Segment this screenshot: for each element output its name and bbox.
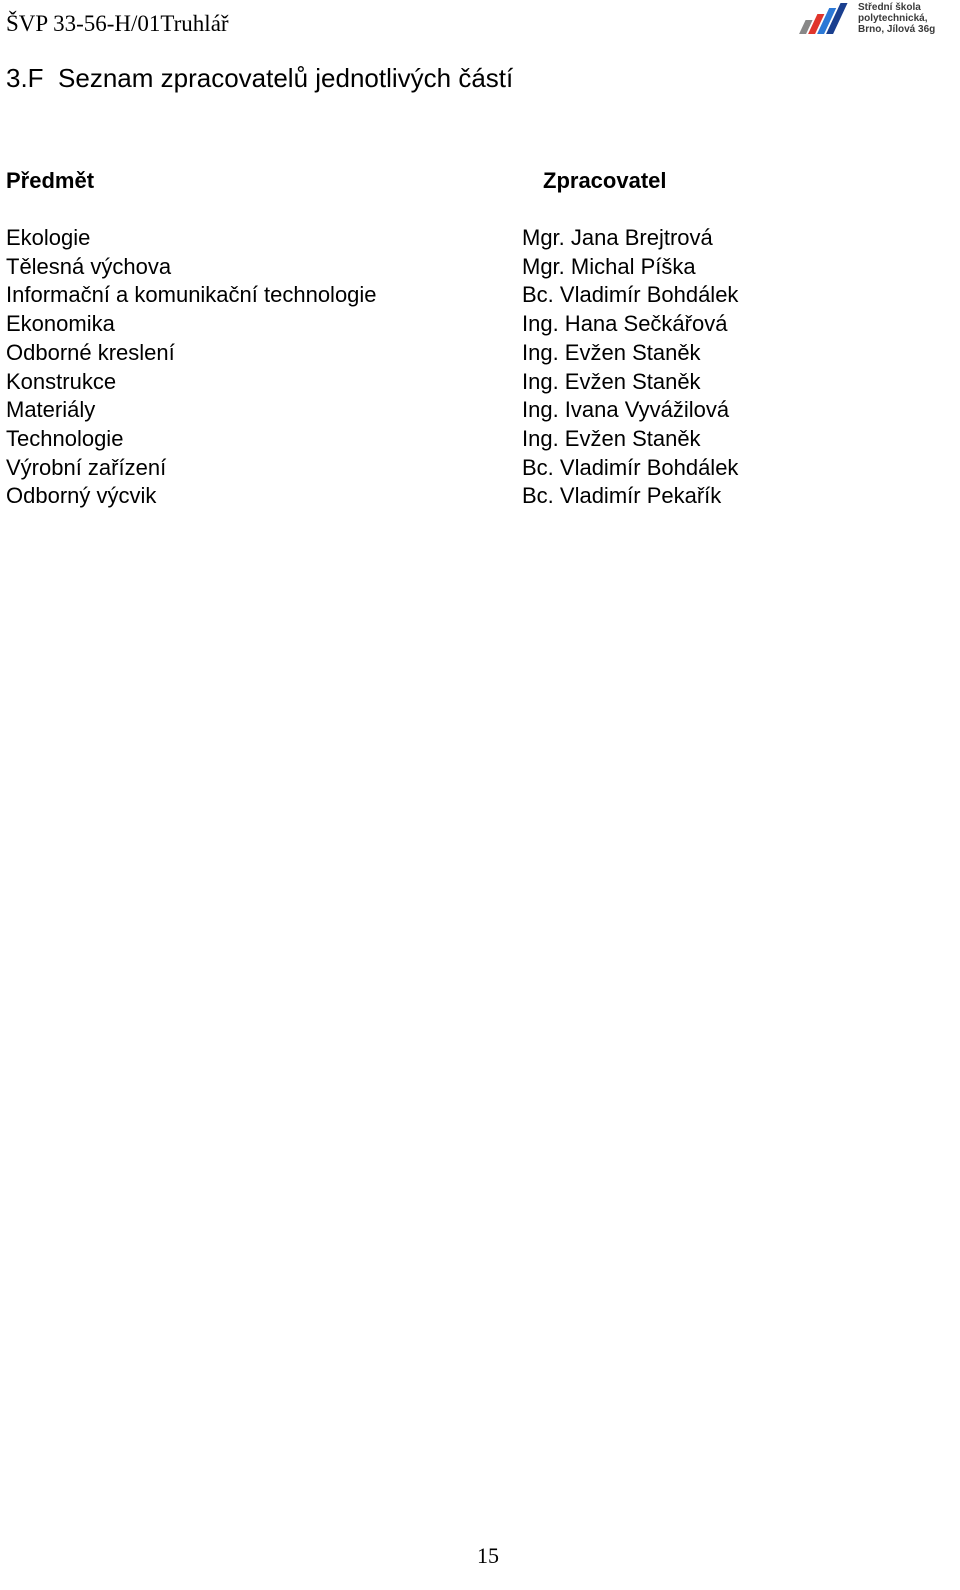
logo-line: Střední škola	[858, 2, 921, 13]
subject-item: Výrobní zařízení	[6, 454, 167, 480]
author-column-header: Zpracovatel	[543, 168, 667, 193]
logo-line: Brno, Jílová 36g	[858, 24, 936, 35]
author-item: Ing. Ivana Vyvážilová	[522, 397, 730, 423]
subject-list	[6, 224, 377, 511]
subject-item: Technologie	[6, 425, 124, 451]
author-item: Mgr. Jana Brejtrová	[522, 225, 713, 250]
author-item: Ing. Hana Sečkářová	[522, 311, 728, 337]
school-logo-text	[858, 2, 935, 35]
subject-column-header: Předmět	[6, 168, 95, 193]
subject-item: Odborný výcvik	[6, 483, 157, 509]
subject-item: Tělesná výchova	[6, 253, 172, 279]
author-list	[522, 224, 738, 511]
author-item: Bc. Vladimír Pekařík	[522, 483, 722, 509]
author-item: Ing. Evžen Staněk	[522, 339, 701, 365]
school-logo-icon	[798, 2, 856, 36]
school-logo	[798, 2, 958, 36]
subject-item: Ekonomika	[6, 311, 115, 337]
subject-item: Materiály	[6, 397, 96, 423]
author-item: Mgr. Michal Píška	[522, 253, 696, 279]
author-item: Ing. Evžen Staněk	[522, 368, 701, 394]
author-item: Bc. Vladimír Bohdálek	[522, 282, 739, 308]
document-code: ŠVP 33-56-H/01Truhlář	[6, 11, 229, 36]
page-number: 15	[477, 1543, 499, 1568]
author-item: Ing. Evžen Staněk	[522, 425, 701, 451]
logo-line: polytechnická,	[858, 13, 928, 24]
subject-item: Informační a komunikační technologie	[6, 282, 377, 308]
subject-item: Ekologie	[6, 225, 91, 250]
subject-item: Odborné kreslení	[6, 339, 175, 365]
author-item: Bc. Vladimír Bohdálek	[522, 454, 739, 480]
section-title: 3.F Seznam zpracovatelů jednotlivých částí	[6, 63, 514, 93]
subject-item: Konstrukce	[6, 368, 117, 394]
